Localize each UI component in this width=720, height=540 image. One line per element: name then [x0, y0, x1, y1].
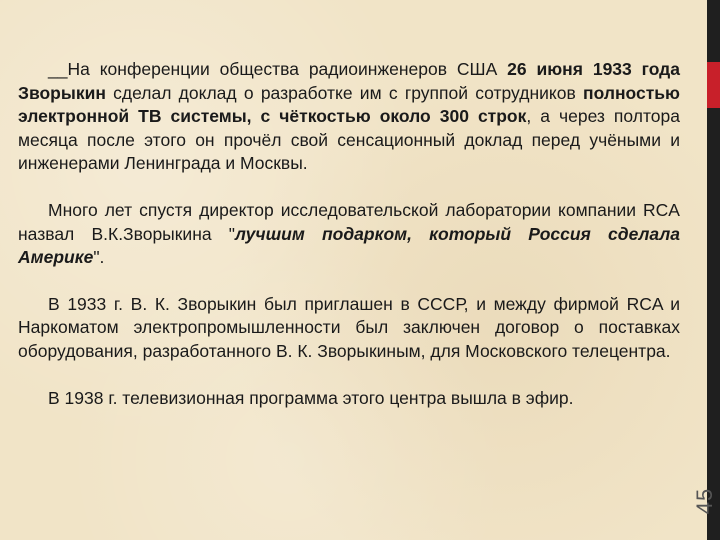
bold-tv-system: полностью электронной ТВ системы, с чёткостью около 300 строк — [18, 82, 680, 127]
paragraph-rca-quote — [18, 199, 680, 270]
paragraph-broadcast-1938: В 1938 г. телевизионная программа этого центра вышла в эфир. — [48, 387, 574, 408]
text-run: Много лет спустя директор исследовательской лаборатории компании RCA назвал В.К.Зворыкина " — [18, 199, 680, 244]
bold-italic-quote: лучшим подарком, который Россия сделала Америке — [18, 223, 680, 268]
paragraph-ussr-contract: В 1933 г. В. К. Зворыкин был приглашен в СССР, и между фирмой RCA и Наркоматом электропромышленности был заключен договор о поставках оборудования, разработанного В. К. Зворыкиным, для Московского телецентра. — [18, 293, 680, 361]
text-run: сделал доклад о разработке им с группой сотрудников — [105, 82, 584, 103]
slide-number: 45 — [692, 487, 717, 515]
paragraph-conference — [18, 58, 680, 176]
text-run: __На конференции общества радиоинженеров США — [48, 59, 508, 79]
text-run: , а через полтора месяца после этого он прочёл свой сенсационный доклад перед учёными и инженерами Ленинграда и Москвы. — [18, 106, 680, 174]
slide-body — [18, 58, 680, 410]
bold-date-name: 26 июня 1933 года Зворыкин — [18, 59, 680, 103]
side-accent-red — [707, 62, 720, 108]
text-run: ". — [93, 247, 105, 268]
